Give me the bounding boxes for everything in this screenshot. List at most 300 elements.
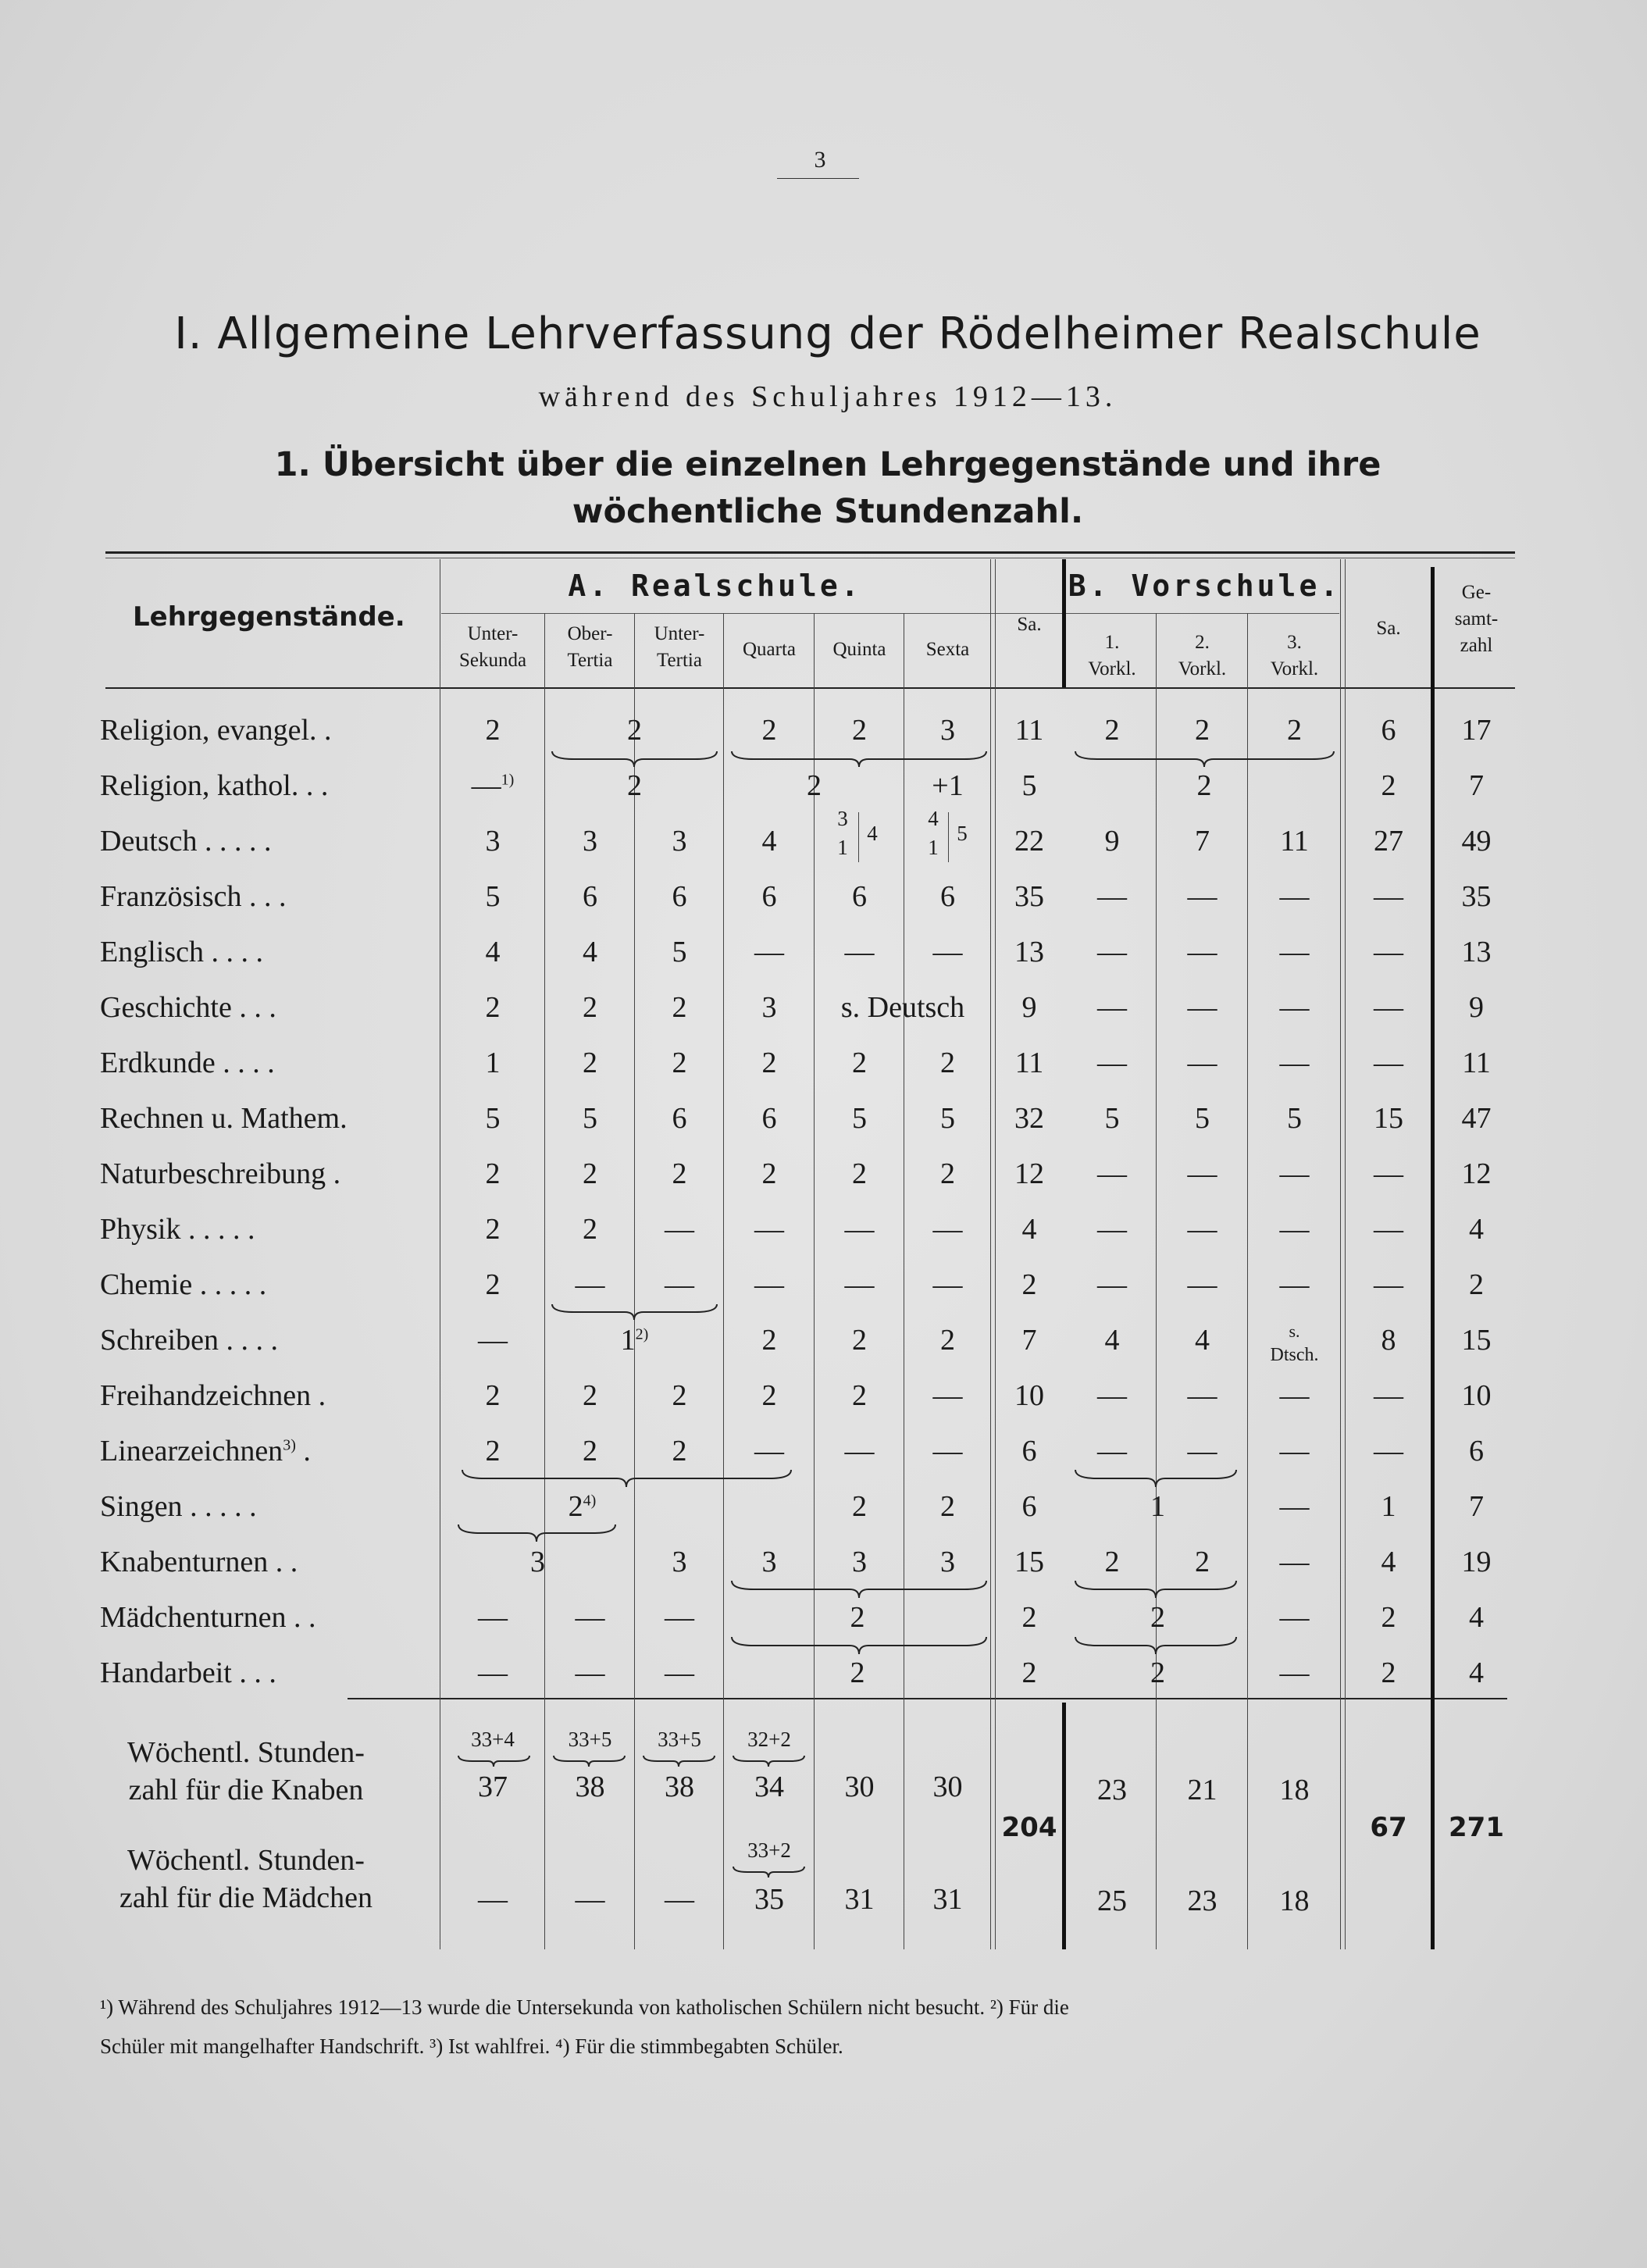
subject-rechnen-mathem: Rechnen u. Mathem. [100,1102,348,1135]
sum-brace [642,1754,716,1768]
cell: 2 [940,1324,955,1357]
weekly-boys-value: 34 [754,1771,784,1803]
cell: 6 [1021,1435,1037,1467]
cell: — [1374,1047,1403,1079]
cell: 27 [1374,825,1403,858]
subject-freihandzeichnen: Freihandzeichnen . [100,1379,326,1412]
cell-split-top: 3 [837,807,848,830]
cell: — [1097,1435,1127,1467]
cell: 2 [1287,714,1302,747]
subject-linearzeichnen: Linearzeichnen$^{3)}$ . [100,1435,311,1467]
cell: 47 [1461,1102,1492,1135]
cell: 2 [672,1157,687,1190]
cell: — [1374,1379,1403,1412]
cell: 3 [852,1546,867,1578]
subject-maedchenturnen: Mädchenturnen . . [100,1601,316,1634]
cell: 13 [1014,936,1044,968]
col-header-untersekunda: Unter- Sekunda [458,623,527,671]
cell: 11 [1014,1047,1044,1079]
weekly-boys-sum-top: 32+2 [747,1728,791,1751]
cell: 7 [1469,1490,1484,1523]
col-line [814,613,815,1949]
weekly-boys-value: 18 [1279,1774,1310,1806]
table-top-rule [105,551,1515,554]
cell: 4 [1469,1601,1484,1634]
cell: 6 [761,1102,777,1135]
col-header-sa-b: Sa. [1376,618,1401,639]
cell: 2 [1021,1268,1037,1301]
weekly-girls-value: — [665,1883,694,1916]
cell: 2 [672,1047,687,1079]
weekly-girls-sum-top: 33+2 [747,1838,791,1862]
sum-brace [457,1754,531,1768]
weekly-boys-value: 30 [844,1771,875,1803]
cell-split-top: 4 [928,807,939,830]
cell-see-deutsch: s. Deutsch [840,991,965,1024]
cell: — [1279,1490,1310,1523]
col-header-untertertia: Unter- Tertia [654,623,705,671]
col-header-vorkl-2: 2. Vorkl. [1178,632,1227,679]
group-brace [730,1635,988,1656]
cell: 2 [761,1379,777,1412]
cell: 2 [485,1435,501,1467]
subject-erdkunde: Erdkunde . . . . [100,1047,275,1079]
cell: 5 [583,1102,597,1135]
cell: — [754,936,784,968]
cell: 3 [940,1546,955,1578]
cell: — [1187,1268,1217,1301]
cell: — [1279,1379,1310,1412]
cell: — [1097,1047,1127,1079]
cell: 2 [1381,1656,1396,1689]
subject-naturbeschreibung: Naturbeschreibung . [100,1157,341,1190]
cell-see-deutsch-abbr: Dtsch. [1270,1345,1319,1365]
weekly-boys-sum-top: 33+5 [568,1728,612,1751]
cell: — [665,1656,694,1689]
cell: 2 [583,1047,597,1079]
cell: 3 [530,1546,545,1578]
cell: 2 [761,1157,777,1190]
section-heading-line-1: 1. Übersicht über die einzelnen Lehrgegenstände und ihre [274,445,1381,484]
cell: — [932,1268,963,1301]
group-brace [551,750,718,768]
header-bottom-rule [105,687,1515,689]
cell: 5 [1287,1102,1302,1135]
cell: — [754,1213,784,1246]
weekly-girls-value: 23 [1187,1885,1217,1917]
split-line [858,812,859,862]
cell: — [575,1268,605,1301]
cell: 12 [1461,1157,1492,1190]
cell: — [1097,1213,1127,1246]
footnote-line-2: Schüler mit mangelhafter Handschrift. ³) Ist wahlfrei. ⁴) Für die stimmbegabten Schüler. [100,2034,843,2058]
cell: 2 [1021,1601,1037,1634]
cell: — [754,1435,784,1467]
cell: — [1187,1435,1217,1467]
cell: 11 [1014,714,1044,747]
cell: 4 [583,936,597,968]
page-title: I. Allgemeine Lehrverfassung der Rödelheimer Realschule [174,308,1481,359]
cell: 2 [850,1601,865,1634]
cell: — [844,1435,875,1467]
cell: 1 [1150,1490,1165,1523]
cell: 6 [672,880,687,913]
body-bottom-rule [348,1698,1507,1699]
group-brace [551,1303,718,1321]
cell: 1 [1381,1490,1396,1523]
cell: 6 [583,880,597,913]
cell: — [1187,936,1217,968]
cell: 2 [672,991,687,1024]
subject-column-header: Lehrgegenstände. [133,601,405,633]
cell: — [478,1324,508,1357]
cell: 2 [1469,1268,1484,1301]
cell: — [1279,1213,1310,1246]
cell-split-side: 5 [957,822,968,845]
group-brace [457,1523,617,1543]
cell: 2 [672,1379,687,1412]
weekly-girls-value: 25 [1097,1885,1127,1917]
subject-physik: Physik . . . . . [100,1213,255,1246]
col-header-vorkl-1: 1. Vorkl. [1088,632,1136,679]
cell: — [1097,936,1127,968]
group-brace [1074,1635,1238,1656]
cell: 2$^{4)}$ [568,1490,597,1523]
cell: — [1279,1601,1310,1634]
col-line [544,613,545,1949]
page-number: 3 [814,147,826,173]
cell: 3 [940,714,955,747]
cell: 2 [1104,1546,1120,1578]
cell: — [575,1601,605,1634]
cell: 2 [583,1379,597,1412]
subject-religion-kathol: Religion, kathol. . . [100,769,329,802]
cell: 15 [1014,1546,1044,1578]
cell: 22 [1014,825,1044,858]
cell: 2 [485,1379,501,1412]
cell: 2 [940,1157,955,1190]
cell: — [1279,880,1310,913]
cell: — [1097,880,1127,913]
group-brace [1074,750,1335,768]
cell: — [1279,936,1310,968]
cell: — [478,1601,508,1634]
cell: 2 [485,1268,501,1301]
subject-chemie: Chemie . . . . . [100,1268,267,1301]
col-line [1340,559,1341,1949]
cell: — [1187,1047,1217,1079]
cell: 2 [583,1157,597,1190]
cell: 2 [1150,1601,1165,1634]
cell: — [1279,1268,1310,1301]
cell: — [1097,991,1127,1024]
section-heading-line-2: wöchentliche Stundenzahl. [572,492,1084,531]
cell: 5 [485,1102,501,1135]
cell: — [754,1268,784,1301]
cell: 10 [1461,1379,1492,1412]
cell: 2 [583,1435,597,1467]
col-header-vorkl-3: 3. Vorkl. [1270,632,1319,679]
total-gesamtzahl: 271 [1449,1812,1504,1843]
cell: — [1097,1157,1127,1190]
cell: 3 [761,1546,777,1578]
cell: 15 [1374,1102,1403,1135]
weekly-girls-value: — [575,1883,605,1916]
cell: 4 [1381,1546,1396,1578]
subject-knabenturnen: Knabenturnen . . [100,1546,298,1578]
cell: — [844,1268,875,1301]
cell: 15 [1461,1324,1492,1357]
cell: 5 [672,936,687,968]
total-vorschule: 67 [1370,1812,1407,1843]
cell: 4 [1021,1213,1037,1246]
cell: — [1374,1268,1403,1301]
cell: — [844,1213,875,1246]
cell: 32 [1014,1102,1044,1135]
col-header-quarta: Quarta [742,639,797,660]
total-realschule: 204 [1001,1812,1057,1843]
subject-englisch: Englisch . . . . [100,936,263,968]
cell: — [665,1601,694,1634]
cell: 4 [1469,1656,1484,1689]
cell: 13 [1461,936,1492,968]
cell: — [932,936,963,968]
cell: 4 [1195,1324,1210,1357]
cell: — [1279,1435,1310,1467]
page-number-rule [777,178,859,179]
cell: — [932,1379,963,1412]
cell: — [932,1435,963,1467]
weekly-boys-value: 30 [932,1771,963,1803]
cell: 3 [672,1546,687,1578]
cell: — [932,1213,963,1246]
cell: 5 [1021,769,1037,802]
col-line [1345,559,1346,1949]
cell: 2 [761,1047,777,1079]
cell: — [1279,1546,1310,1578]
col-header-gesamtzahl: Ge- samt- zahl [1454,582,1499,656]
group-brace [730,1579,988,1599]
col-header-quinta: Quinta [832,639,886,660]
cell: 5 [940,1102,955,1135]
cell: 2 [1150,1656,1165,1689]
cell: 2 [1195,1546,1210,1578]
cell: 3 [583,825,597,858]
weekly-girls-label: Wöchentl. Stunden- zahl für die Mädchen [119,1844,373,1914]
cell: 3 [485,825,501,858]
cell: 2 [485,714,501,747]
cell: 35 [1461,880,1492,913]
cell: 2 [1196,769,1212,802]
cell: 2 [627,769,642,802]
cell: 2 [672,1435,687,1467]
cell: 17 [1461,714,1492,747]
cell: 1 [485,1047,501,1079]
cell: 6 [1469,1435,1484,1467]
cell-split-bottom: 1 [837,836,848,859]
cell: — [1097,1379,1127,1412]
cell: — [1374,1435,1403,1467]
subject-handarbeit: Handarbeit . . . [100,1656,276,1689]
subject-geschichte: Geschichte . . . [100,991,276,1024]
cell: 9 [1021,991,1037,1024]
cell: 49 [1461,825,1492,858]
cell: 3 [672,825,687,858]
subject-schreiben: Schreiben . . . . [100,1324,278,1357]
cell: — [1374,880,1403,913]
cell: 2 [807,769,822,802]
cell: 35 [1014,880,1044,913]
cell: — [1187,991,1217,1024]
cell: 11 [1280,825,1309,858]
cell: +1 [932,769,964,802]
cell: 2 [761,714,777,747]
cell: 2 [852,1379,867,1412]
subject-singen: Singen . . . . . [100,1490,257,1523]
cell: 2 [1381,769,1396,802]
cell: 2 [852,1047,867,1079]
split-line [948,812,949,862]
cell: 4 [1104,1324,1120,1357]
cell: 9 [1104,825,1120,858]
cell: 8 [1381,1324,1396,1357]
cell: 2 [852,1324,867,1357]
cell: 6 [761,880,777,913]
cell-split-bottom: 1 [928,836,939,859]
cell-see-deutsch-mark: s. [1289,1321,1300,1341]
weekly-boys-value: 23 [1097,1774,1127,1806]
col-line [723,613,724,1949]
group-brace [461,1468,793,1489]
cell: 2 [852,1157,867,1190]
cell: 5 [1104,1102,1120,1135]
cell: 6 [852,880,867,913]
cell: 6 [940,880,955,913]
cell: — [1187,880,1217,913]
col-line [1247,613,1248,1949]
cell: 9 [1469,991,1484,1024]
weekly-girls-value: 35 [754,1883,784,1916]
weekly-boys-sum-top: 33+5 [658,1728,701,1751]
cell: 4 [761,825,777,858]
weekly-boys-value: 37 [478,1771,508,1803]
cell: — [1279,1047,1310,1079]
cell: 2 [940,1490,955,1523]
cell: 2 [627,714,642,747]
subject-deutsch: Deutsch . . . . . [100,825,272,858]
cell: — [844,936,875,968]
cell: 7 [1469,769,1484,802]
subject-franzoesisch: Französisch . . . [100,880,287,913]
cell: — [575,1656,605,1689]
cell: — [1187,1213,1217,1246]
cell: 5 [852,1102,867,1135]
footnote-line-1: ¹) Während des Schuljahres 1912—13 wurde die Untersekunda von katholischen Schülern nicht besucht. ²) Für die [100,1995,1069,2019]
cell: 2 [485,1213,501,1246]
weekly-boys-value: 38 [575,1771,605,1803]
cell: 2 [485,991,501,1024]
col-header-sa-a: Sa. [1017,614,1042,635]
cell: 12 [1014,1157,1044,1190]
group-a-header: A. Realschule. [568,569,862,603]
cell-split-side: 4 [867,822,878,845]
cell: 4 [1469,1213,1484,1246]
col-line [634,613,635,1949]
cell: — [1374,1213,1403,1246]
cell: 11 [1462,1047,1491,1079]
cell: 1$^{2)}$ [620,1324,649,1357]
cell: — [1187,1379,1217,1412]
cell: 2 [940,1047,955,1079]
col-header-sexta: Sexta [925,639,970,660]
cell: 6 [1021,1490,1037,1523]
cell: — [478,1656,508,1689]
cell: — [1279,1157,1310,1190]
cell: 10 [1014,1379,1044,1412]
cell: — [1374,991,1403,1024]
sum-brace [552,1754,626,1768]
cell: 6 [1381,714,1396,747]
col-line [995,559,996,1949]
weekly-boys-label: Wöchentl. Stunden- zahl für die Knaben [127,1736,365,1806]
cell: — [1279,1656,1310,1689]
group-brace [1074,1468,1238,1489]
cell: — [1374,1157,1403,1190]
cell: 19 [1461,1546,1492,1578]
cell: — [1279,991,1310,1024]
cell: 7 [1195,825,1210,858]
cell: —$^{1)}$ [471,769,515,802]
cell: — [665,1213,694,1246]
cell: — [665,1268,694,1301]
col-line-thick [1062,1703,1066,1949]
weekly-girls-value: — [478,1883,508,1916]
col-line [990,559,991,1949]
cell: 6 [672,1102,687,1135]
cell: 2 [1104,714,1120,747]
col-line [1156,613,1157,1949]
cell: — [1187,1157,1217,1190]
cell: 2 [761,1324,777,1357]
cell: 4 [485,936,501,968]
cell: 2 [852,1490,867,1523]
cell: 2 [852,714,867,747]
cell: — [1374,936,1403,968]
cell: 2 [850,1656,865,1689]
col-line-thick [1431,567,1435,1949]
weekly-girls-value: 18 [1279,1885,1310,1917]
page-subtitle: während des Schuljahres 1912—13. [538,380,1118,413]
cell: — [1097,1268,1127,1301]
cell: 2 [583,1213,597,1246]
weekly-boys-sum-top: 33+4 [471,1728,515,1751]
cell: 2 [1381,1601,1396,1634]
subject-religion-evangel: Religion, evangel. . [100,714,332,747]
cell: 2 [485,1157,501,1190]
group-brace [1074,1579,1238,1599]
group-header-rule [441,613,1339,614]
group-brace [730,750,988,768]
cell: 2 [1195,714,1210,747]
cell: 2 [583,991,597,1024]
sum-brace [732,1865,806,1879]
weekly-boys-value: 21 [1187,1774,1217,1806]
cell: 7 [1021,1324,1037,1357]
weekly-girls-value: 31 [932,1883,963,1916]
col-header-obertertia: Ober- Tertia [567,623,613,671]
cell: 2 [1021,1656,1037,1689]
sum-brace [732,1754,806,1768]
